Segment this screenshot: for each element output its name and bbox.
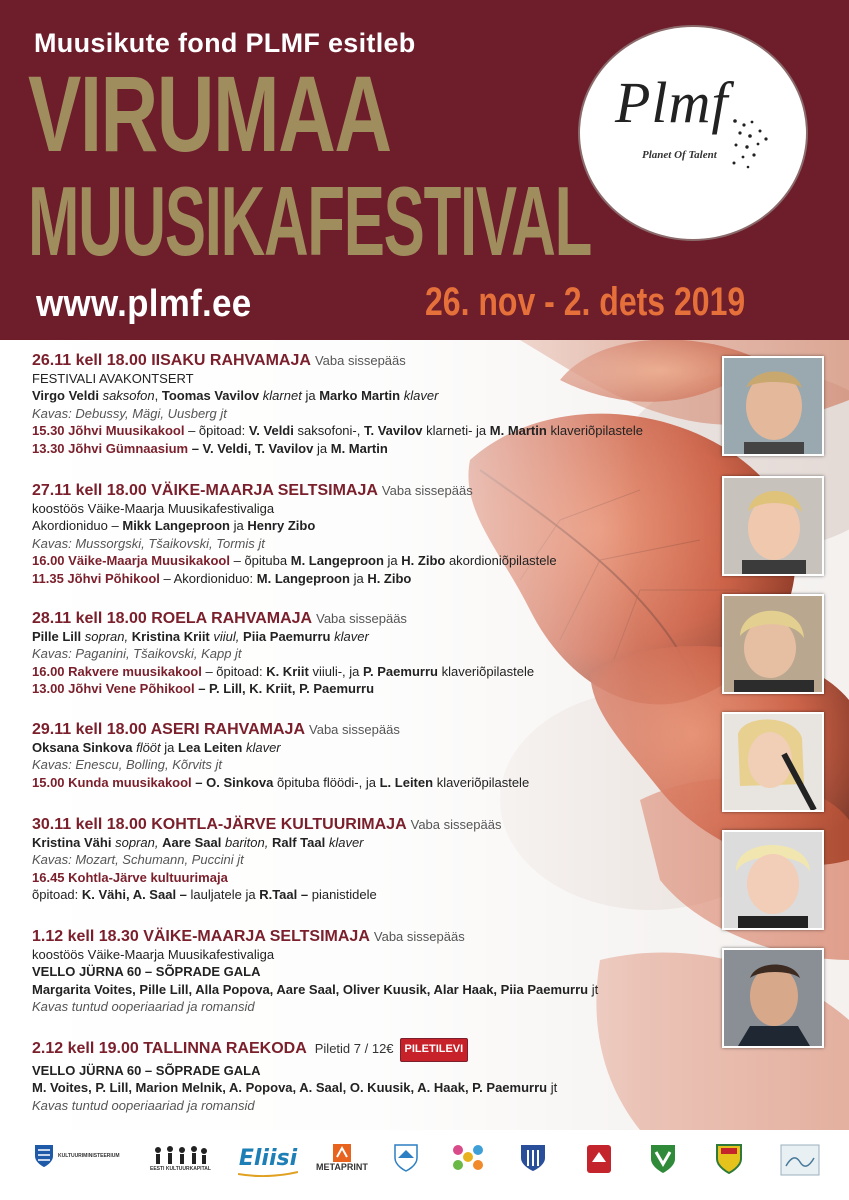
performer-photo-2 xyxy=(722,476,824,576)
event-1 xyxy=(32,352,643,457)
festival-title-line1: VIRUMAA xyxy=(28,53,391,174)
program-line: Kavas: Paganini, Tšaikovski, Kapp jt xyxy=(32,646,242,661)
event-6 xyxy=(32,928,598,1016)
performer-photo-6 xyxy=(722,948,824,1048)
municipality-crest-2-icon xyxy=(520,1144,546,1172)
festival-dates: 26. nov - 2. dets 2019 xyxy=(425,280,746,324)
performers-line: Pille Lill sopran, Kristina Kriit viiul, Piia Paemurru klaver xyxy=(32,628,369,644)
sponsor-ministry: KULTUURIMINISTEERIUM xyxy=(34,1144,120,1168)
entry-note: Vaba sissepääs xyxy=(373,929,465,944)
municipality-crest-4-icon xyxy=(650,1144,676,1174)
event-7 xyxy=(32,1038,557,1114)
event-subtitle: FESTIVALI AVAKONTSERT xyxy=(32,370,194,386)
program-line: Kavas: Debussy, Mägi, Uusberg jt xyxy=(32,405,227,421)
event-4 xyxy=(32,721,529,791)
workshop-line: 15.00 Kunda muusikakool – O. Sinkova õpituba flöödi-, ja L. Leiten klaveriõpilastele xyxy=(32,774,530,790)
municipality-crest-3-icon xyxy=(586,1144,612,1174)
eliisi-swoosh-icon xyxy=(238,1171,298,1177)
event-2 xyxy=(32,482,557,587)
performers-line: Oksana Sinkova flööt ja Lea Leiten klaver xyxy=(32,739,281,755)
estonian-coat-of-arms-icon xyxy=(34,1144,54,1168)
program-line: Kavas tuntud ooperiaariad ja romansid xyxy=(32,999,255,1014)
event-heading: 26.11 kell 18.00 IISAKU RAHVAMAJA xyxy=(32,352,311,369)
municipality-crest-1-icon xyxy=(394,1144,418,1172)
event-heading: 2.12 kell 19.00 TALLINNA RAEKODA xyxy=(32,1040,307,1057)
program-line: Kavas: Mozart, Schumann, Puccini jt xyxy=(32,852,244,867)
event-3 xyxy=(32,610,534,698)
entry-note: Vaba sissepääs xyxy=(410,817,502,832)
sponsor-kulka: EESTI KULTUURKAPITAL xyxy=(150,1144,211,1172)
event-heading: 1.12 kell 18.30 VÄIKE-MAARJA SELTSIMAJA xyxy=(32,928,370,945)
logo-stars-icon xyxy=(730,117,780,177)
event-heading: 29.11 kell 18.00 ASERI RAHVAMAJA xyxy=(32,721,306,738)
workshop-line: 16.00 Väike-Maarja Muusikakool – õpituba M. Langeproon ja H. Zibo akordioniõpilastele xyxy=(32,553,557,568)
plmf-logo xyxy=(580,27,806,239)
event-heading: 30.11 kell 18.00 KOHTLA-JÄRVE KULTUURIMAJA xyxy=(32,816,407,833)
logo-subtitle: Planet Of Talent xyxy=(642,149,717,161)
portrait-icon xyxy=(724,832,822,928)
school-concert-line: 13.30 Jõhvi Gümnaasium – V. Veldi, T. Vavilov ja M. Martin xyxy=(32,440,388,456)
header-banner xyxy=(0,0,849,340)
event-5 xyxy=(32,816,501,904)
festival-flower-logo-icon xyxy=(448,1138,488,1176)
portrait-icon xyxy=(724,950,822,1046)
performer-photo-5 xyxy=(722,830,824,930)
website-url[interactable]: www.plmf.ee xyxy=(36,283,252,325)
performers-line: Akordioniduo – Mikk Langeproon ja Henry Zibo xyxy=(32,518,316,533)
school-concert-line: 13.00 Jõhvi Vene Põhikool – P. Lill, K. Kriit, P. Paemurru xyxy=(32,681,375,696)
event-subtitle: koostöös Väike-Maarja Muusikafestivaliga xyxy=(32,500,275,516)
logo-wordmark: Plmf xyxy=(615,70,729,135)
entry-note: Vaba sissepääs xyxy=(316,611,407,626)
portrait-icon xyxy=(724,478,822,574)
sponsor-metaprint: METAPRINT xyxy=(316,1144,368,1172)
performers-line: Kristina Vähi sopran, Aare Saal bariton, Ralf Taal klaver xyxy=(32,834,364,850)
workshop-line: 15.30 Jõhvi Muusikakool – õpitoad: V. Veldi saksofoni-, T. Vavilov klarneti- ja M. Martin klaveriõpilastele xyxy=(32,423,643,438)
portrait-icon xyxy=(724,596,822,692)
metaprint-square-icon xyxy=(333,1144,351,1162)
program-line: Kavas tuntud ooperiaariad ja romansid xyxy=(32,1097,255,1113)
performer-photo-1 xyxy=(722,356,824,456)
portrait-icon xyxy=(724,714,822,810)
performers-line: M. Voites, P. Lill, Marion Melnik, A. Popova, A. Saal, O. Kuusik, A. Haak, P. Paemurru jt xyxy=(32,1080,558,1095)
performer-photo-3 xyxy=(722,594,824,694)
entry-note: Vaba sissepääs xyxy=(314,353,406,368)
gala-title: VELLO JÜRNA 60 – SÕPRADE GALA xyxy=(32,1062,261,1078)
workshop-line: õpitoad: K. Vähi, A. Saal – lauljatele ja R.Taal – pianistidele xyxy=(32,887,377,902)
municipality-crest-5-icon xyxy=(716,1144,742,1174)
event-heading: 27.11 kell 18.00 VÄIKE-MAARJA SELTSIMAJA xyxy=(32,482,378,499)
gala-title: VELLO JÜRNA 60 – SÕPRADE GALA xyxy=(32,964,261,979)
program-line: Kavas: Mussorgski, Tšaikovski, Tormis jt xyxy=(32,535,265,551)
portrait-icon xyxy=(724,358,822,454)
performers-line: Margarita Voites, Pille Lill, Alla Popova, Aare Saal, Oliver Kuusik, Alar Haak, Piia Paemurru jt xyxy=(32,981,599,997)
workshop-line: 16.00 Rakvere muusikakool – õpitoad: K. Kriit viiuli-, ja P. Paemurru klaveriõpilastele xyxy=(32,663,535,679)
event-subtitle: koostöös Väike-Maarja Muusikafestivaliga xyxy=(32,946,275,962)
program-line: Kavas: Enescu, Bolling, Kõrvits jt xyxy=(32,757,223,772)
entry-note: Vaba sissepääs xyxy=(381,483,473,498)
presenter-line: Muusikute fond PLMF esitleb xyxy=(34,28,416,58)
piletilevi-badge[interactable]: PILETILEVI xyxy=(400,1038,469,1062)
kulka-figures-icon xyxy=(152,1144,208,1166)
sponsor-eliisi: Eliisi xyxy=(238,1146,298,1177)
festival-title-line2: MUUSIKAFESTIVAL xyxy=(28,166,592,276)
workshop-venue: 16.45 Kohtla-Järve kultuurimaja xyxy=(32,869,228,885)
school-concert-line: 11.35 Jõhvi Põhikool – Akordioniduo: M. Langeproon ja H. Zibo xyxy=(32,570,412,586)
event-heading: 28.11 kell 18.00 ROELA RAHVAMAJA xyxy=(32,610,313,627)
performer-photo-4 xyxy=(722,712,824,812)
ticket-price: Piletid 7 / 12€ xyxy=(314,1041,394,1056)
sponsor-footer xyxy=(0,1132,849,1200)
municipality-logo-6-icon xyxy=(780,1144,820,1176)
performers-line: Virgo Veldi saksofon, Toomas Vavilov klarnet ja Marko Martin klaver xyxy=(32,388,439,403)
entry-note: Vaba sissepääs xyxy=(309,722,400,737)
